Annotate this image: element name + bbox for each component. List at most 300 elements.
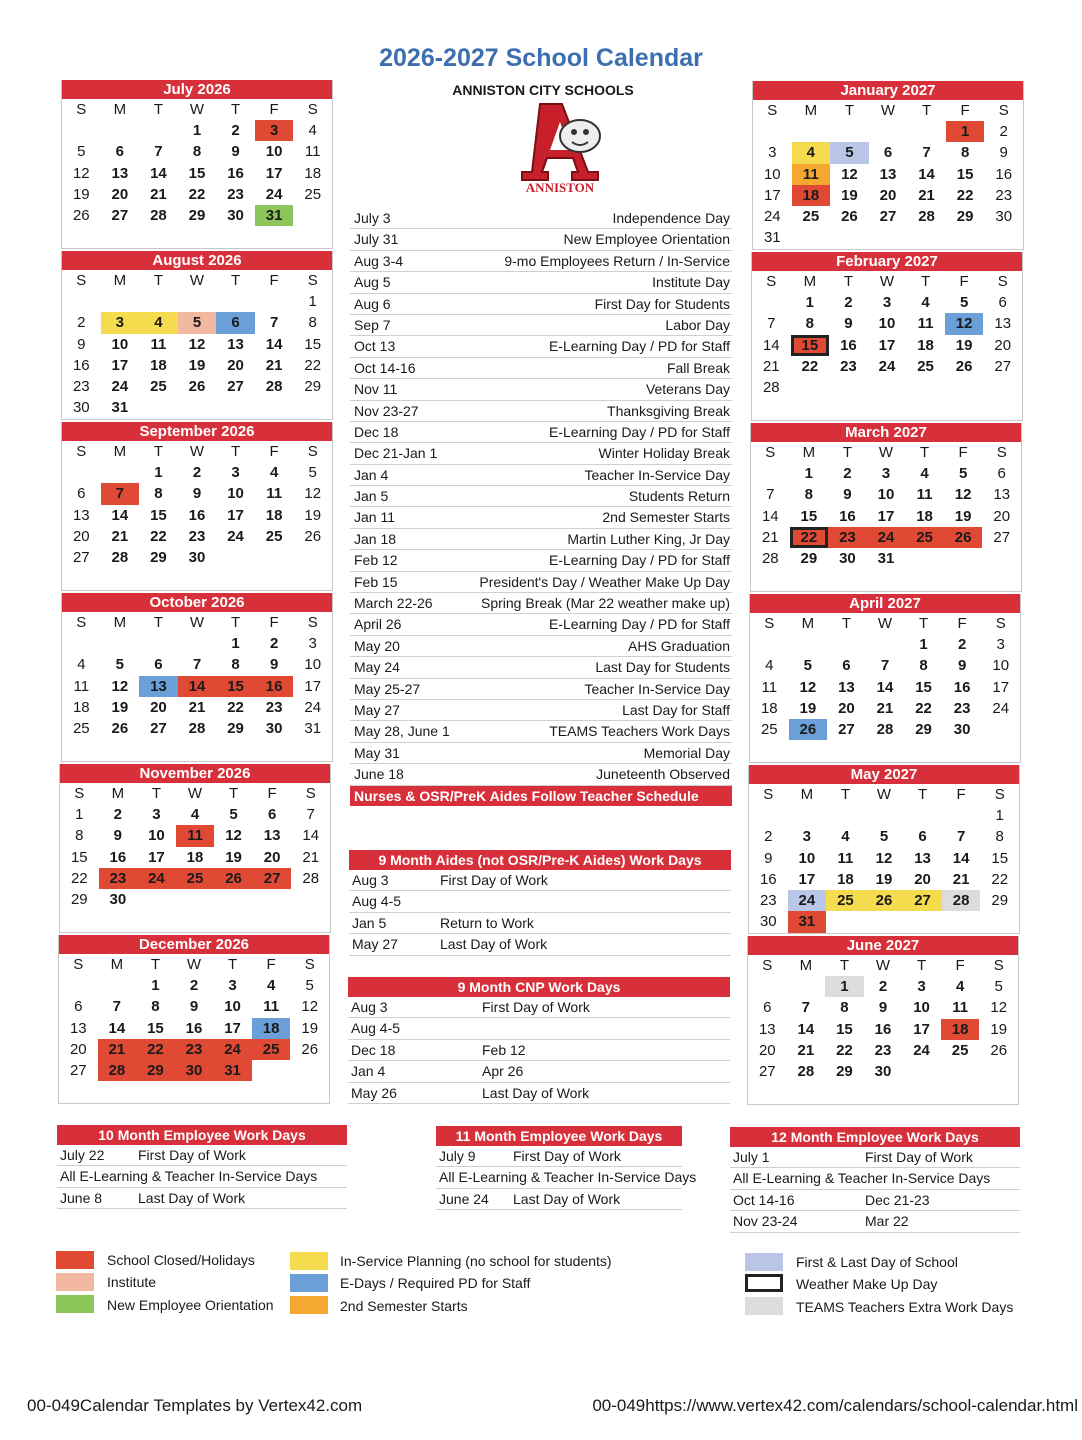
day-cell: 28 [111, 549, 129, 567]
legend-swatch-teams [745, 1297, 783, 1315]
day-cell: 16 [840, 336, 857, 354]
weekday-header: W [880, 102, 896, 119]
day-cell: 14 [178, 676, 217, 697]
day-cell: 10 [304, 656, 322, 674]
day-cell: 12 [111, 677, 129, 695]
weekday-header: F [958, 444, 968, 461]
weekday-header: S [73, 956, 84, 973]
day-cell: 8 [960, 144, 970, 162]
event-label: Martin Luther King, Jr Day [567, 530, 730, 547]
empty-cell [752, 398, 791, 419]
day-cell: 30 [874, 1063, 892, 1081]
empty-cell [139, 226, 178, 247]
work-day-row [436, 1146, 682, 1167]
event-row [350, 679, 732, 700]
day-cell: 27 [227, 378, 244, 396]
day-cell: 29 [915, 721, 932, 739]
work-day-label: Last Day of Work [138, 1189, 246, 1206]
day-cell: 23 [227, 185, 244, 203]
empty-cell [62, 120, 101, 141]
day-cell: 6 [216, 312, 255, 333]
event-label: Institute Day [652, 274, 730, 291]
work-day-row [730, 1147, 1020, 1168]
day-cell: 4 [77, 656, 86, 674]
day-cell: 18 [760, 699, 778, 717]
day-cell: 13 [994, 315, 1012, 333]
day-cell: 17 [304, 677, 322, 695]
day-cell: 10 [227, 485, 244, 503]
day-cell: 19 [841, 186, 858, 204]
legend-swatch-orientation [56, 1295, 94, 1313]
day-cell: 26 [301, 1040, 319, 1058]
day-cell: 19 [188, 356, 206, 374]
day-cell: 19 [111, 698, 129, 716]
empty-cell [750, 634, 789, 655]
day-cell: 3 [802, 828, 812, 846]
work-day-label: Last Day of Work [513, 1190, 621, 1207]
empty-cell [291, 910, 330, 931]
event-row [350, 636, 732, 657]
weekday-header: T [153, 614, 163, 631]
day-cell: 10 [224, 998, 241, 1016]
ten-month-title: 10 Month Employee Work Days [57, 1125, 347, 1145]
work-day-date: Jan 4 [351, 1063, 386, 1080]
empty-cell [788, 805, 827, 826]
day-cell: 21 [761, 528, 779, 546]
empty-cell [946, 227, 985, 248]
day-cell: 16 [759, 870, 777, 888]
event-row [350, 764, 732, 785]
day-cell: 23 [953, 699, 971, 717]
day-cell: 28 [302, 869, 320, 887]
empty-cell [903, 805, 942, 826]
day-cell: 5 [229, 806, 238, 823]
weekday-header: W [879, 273, 895, 290]
month-title: April 2027 [750, 594, 1020, 613]
work-day-date: May 27 [352, 936, 398, 953]
weekday-header: W [877, 615, 893, 632]
day-cell: 6 [997, 465, 1006, 482]
weekday-header: T [839, 957, 849, 974]
day-cell: 8 [151, 998, 160, 1016]
empty-cell [942, 805, 981, 826]
twelve-month-work-days [730, 1127, 1020, 1233]
work-day-row [436, 1189, 682, 1210]
day-cell: 2 [269, 635, 279, 652]
weekday-header: W [189, 101, 205, 118]
day-cell: 23 [72, 378, 90, 396]
day-cell: 7 [956, 828, 966, 846]
event-row [350, 379, 732, 400]
day-cell: 10 [148, 827, 165, 845]
weekday-header: S [767, 102, 778, 119]
work-day-label: Apr 26 [482, 1063, 524, 1080]
work-day-label: Dec 21-23 [865, 1191, 930, 1208]
event-label: First Day for Students [594, 295, 730, 312]
day-cell: 8 [804, 486, 814, 504]
weekday-header: S [996, 444, 1007, 461]
day-cell: 23 [995, 186, 1013, 204]
weekday-header: T [230, 272, 241, 289]
weekday-header: S [993, 957, 1004, 974]
day-cell: 14 [108, 1019, 126, 1037]
day-cell: 30 [72, 399, 90, 417]
day-cell: 28 [150, 207, 167, 225]
day-cell: 18 [72, 698, 90, 716]
work-day-date: Dec 18 [351, 1041, 396, 1058]
day-cell: 16 [953, 678, 971, 696]
day-cell: 6 [154, 656, 163, 674]
day-cell: 9 [231, 143, 240, 161]
event-date: Jan 4 [354, 466, 389, 483]
weekday-header: M [113, 443, 127, 460]
day-cell: 7 [922, 144, 931, 162]
day-cell: 26 [72, 207, 90, 225]
empty-cell [293, 397, 332, 418]
day-cell: 27 [111, 207, 129, 225]
empty-cell [99, 910, 138, 931]
empty-cell [869, 121, 908, 142]
work-day-row [57, 1188, 347, 1209]
day-cell: 29 [227, 720, 244, 738]
empty-cell [178, 633, 217, 654]
day-cell: 29 [188, 207, 206, 225]
day-cell: 9 [269, 656, 279, 674]
day-cell: 17 [111, 356, 129, 374]
work-day-row [436, 1167, 697, 1188]
legend-swatch-inservice [290, 1252, 328, 1270]
day-cell: 5 [803, 657, 813, 675]
weekday-header: S [76, 614, 87, 631]
day-cell: 1 [308, 293, 317, 310]
day-cell: 11 [761, 678, 778, 696]
event-date: April 26 [354, 616, 402, 633]
day-cell: 17 [224, 1019, 241, 1037]
day-cell: 29 [956, 208, 974, 226]
empty-cell [941, 1061, 980, 1082]
weekday-header: W [875, 957, 891, 974]
day-cell: 3 [255, 120, 294, 141]
day-cell: 15 [991, 849, 1009, 867]
day-cell: 18 [837, 870, 854, 888]
event-row [350, 507, 732, 528]
day-cell: 7 [766, 486, 775, 504]
weekday-header: S [305, 785, 316, 802]
event-date: Dec 18 [354, 423, 399, 440]
work-day-row [730, 1211, 1020, 1232]
day-cell: 25 [150, 378, 167, 396]
day-cell: 18 [252, 1018, 291, 1039]
day-cell: 8 [192, 143, 202, 161]
day-cell: 13 [914, 849, 931, 867]
work-day-date: June 24 [439, 1190, 489, 1207]
day-cell: 24 [992, 699, 1010, 717]
month-title: March 2027 [751, 423, 1021, 442]
day-cell: 10 [111, 335, 129, 353]
work-day-date: Aug 4-5 [351, 1020, 401, 1037]
day-cell: 19 [72, 185, 90, 203]
empty-cell [942, 911, 981, 932]
event-label: President's Day / Weather Make Up Day [479, 573, 730, 590]
day-cell: 19 [990, 1020, 1008, 1038]
day-cell: 12 [841, 165, 858, 183]
day-cell: 12 [954, 486, 972, 504]
day-cell: 4 [841, 828, 850, 846]
day-cell: 21 [265, 356, 283, 374]
weekday-header: M [803, 273, 817, 290]
empty-cell [178, 397, 217, 418]
event-label: 2nd Semester Starts [602, 509, 730, 526]
empty-cell [865, 805, 904, 826]
day-cell: 25 [802, 208, 820, 226]
empty-cell [905, 569, 944, 590]
day-cell: 4 [139, 312, 178, 333]
work-day-date: July 9 [439, 1148, 476, 1164]
day-cell: 26 [865, 890, 904, 911]
day-cell: 13 [111, 164, 129, 182]
day-cell: 22 [836, 1041, 853, 1059]
weekday-header: T [228, 785, 239, 802]
empty-cell [979, 1082, 1018, 1103]
day-cell: 20 [914, 870, 931, 888]
empty-cell [252, 1060, 291, 1081]
day-cell: 2 [192, 464, 202, 481]
empty-cell [980, 911, 1019, 932]
day-cell: 12 [875, 849, 893, 867]
day-cell: 3 [152, 806, 161, 823]
day-cell: 14 [762, 336, 780, 354]
legend-closed: School Closed/Holidays [107, 1252, 255, 1268]
day-cell: 18 [941, 1019, 980, 1040]
day-cell: 13 [758, 1020, 776, 1038]
empty-cell [62, 568, 101, 589]
weekday-header: S [765, 444, 776, 461]
weekday-header: W [878, 444, 894, 461]
day-cell: 1 [825, 976, 864, 997]
empty-cell [139, 633, 178, 654]
weekday-header: T [227, 956, 238, 973]
day-cell: 16 [188, 506, 206, 524]
empty-cell [905, 548, 944, 569]
event-label: New Employee Orientation [563, 231, 730, 248]
empty-cell [101, 739, 140, 760]
event-date: Nov 11 [354, 381, 398, 398]
event-label: Veterans Day [645, 381, 730, 398]
day-cell: 30 [175, 1060, 214, 1081]
aides-work-days [349, 850, 731, 956]
empty-cell [253, 910, 292, 931]
month-title: August 2026 [62, 251, 332, 270]
event-date: Oct 13 [354, 338, 396, 355]
empty-cell [293, 739, 332, 760]
event-date: May 25-27 [354, 680, 421, 697]
event-row [350, 593, 732, 614]
day-cell: 1 [75, 806, 84, 823]
weekday-header: T [230, 443, 241, 460]
empty-cell [751, 463, 790, 484]
day-cell: 14 [150, 164, 167, 182]
day-cell: 3 [881, 465, 891, 482]
day-cell: 4 [920, 465, 929, 482]
weekday-header: F [269, 443, 279, 460]
day-cell: 8 [805, 315, 815, 333]
legend-swatch-closed [56, 1251, 94, 1269]
day-cell: 27 [253, 868, 292, 889]
empty-cell [101, 462, 140, 483]
day-cell: 27 [758, 1063, 776, 1081]
day-cell: 14 [761, 507, 779, 525]
day-cell: 14 [797, 1020, 815, 1038]
month-title: July 2026 [62, 80, 332, 99]
day-cell: 6 [74, 998, 83, 1016]
event-row [350, 614, 732, 635]
day-cell: 29 [836, 1063, 853, 1081]
month-title: November 2026 [60, 764, 330, 783]
day-cell: 4 [921, 294, 930, 311]
day-cell: 27 [150, 720, 167, 738]
weekday-header: F [955, 957, 965, 974]
day-cell: 20 [838, 699, 855, 717]
day-cell: 24 [227, 527, 244, 545]
day-cell: 12 [301, 998, 319, 1016]
day-cell: 21 [302, 848, 320, 866]
twelve-month-title: 12 Month Employee Work Days [730, 1127, 1020, 1147]
event-row [350, 486, 732, 507]
month-april-2027 [749, 594, 1021, 763]
day-cell: 20 [263, 848, 281, 866]
day-cell: 28 [761, 550, 779, 568]
empty-cell [178, 291, 217, 312]
empty-cell [255, 547, 294, 568]
day-cell: 9 [999, 144, 1008, 162]
empty-cell [907, 121, 946, 142]
empty-cell [906, 398, 945, 419]
day-cell: 22 [188, 185, 206, 203]
day-cell: 13 [263, 827, 281, 845]
day-cell: 23 [828, 527, 867, 548]
empty-cell [944, 548, 983, 569]
day-cell: 17 [227, 506, 244, 524]
empty-cell [291, 889, 330, 910]
day-cell: 6 [267, 806, 277, 823]
day-cell: 11 [917, 315, 934, 333]
day-cell: 28 [918, 208, 935, 226]
day-cell: 27 [993, 528, 1011, 546]
day-cell: 16 [227, 164, 244, 182]
day-cell: 3 [917, 978, 926, 995]
empty-cell [137, 889, 176, 910]
day-cell: 17 [877, 507, 895, 525]
event-label: AHS Graduation [628, 637, 730, 654]
day-cell: 19 [225, 848, 242, 866]
event-date: Nov 23-27 [354, 402, 419, 419]
work-day-row [57, 1145, 347, 1166]
weekday-header: S [76, 443, 87, 460]
day-cell: 20 [758, 1041, 776, 1059]
weekday-header: T [917, 786, 928, 803]
empty-cell [290, 1081, 329, 1102]
day-cell: 4 [792, 142, 831, 163]
day-cell: 10 [878, 315, 896, 333]
work-day-row [349, 913, 731, 934]
day-cell: 9 [189, 998, 199, 1016]
day-cell: 7 [767, 315, 776, 333]
weekday-header: W [186, 956, 202, 973]
day-cell: 11 [916, 486, 933, 504]
day-cell: 29 [136, 1060, 175, 1081]
empty-cell [62, 739, 101, 760]
day-cell: 23 [188, 527, 206, 545]
day-cell: 13 [72, 506, 90, 524]
empty-cell [216, 397, 255, 418]
day-cell: 28 [98, 1060, 137, 1081]
month-september-2026 [61, 422, 333, 591]
day-cell: 23 [175, 1039, 214, 1060]
day-cell: 2 [113, 806, 123, 823]
empty-cell [825, 1082, 864, 1103]
empty-cell [827, 740, 866, 761]
weekday-header: F [269, 614, 279, 631]
weekday-header: M [799, 957, 813, 974]
event-label: 9-mo Employees Return / In-Service [504, 252, 730, 269]
day-cell: 25 [304, 185, 322, 203]
day-cell: 9 [878, 999, 888, 1017]
event-row [350, 721, 732, 742]
event-row [350, 465, 732, 486]
day-cell: 20 [111, 185, 129, 203]
eleven-month-work-days [436, 1126, 697, 1210]
empty-cell [981, 740, 1020, 761]
weekday-header: M [802, 444, 816, 461]
work-day-date: Aug 3 [351, 999, 388, 1015]
weekday-header: W [876, 786, 892, 803]
day-cell: 26 [990, 1041, 1008, 1059]
day-cell: 25 [760, 721, 778, 739]
weekday-header: S [307, 443, 318, 460]
empty-cell [255, 291, 294, 312]
empty-cell [868, 398, 907, 419]
day-cell: 5 [308, 464, 317, 481]
empty-cell [982, 548, 1021, 569]
day-cell: 1 [805, 294, 815, 311]
weekday-header: S [998, 102, 1009, 119]
day-cell: 1 [946, 121, 985, 142]
month-title: May 2027 [749, 765, 1019, 784]
day-cell: 12 [990, 999, 1008, 1017]
day-cell: 2 [231, 122, 240, 139]
day-cell: 16 [255, 676, 294, 697]
day-cell: 19 [875, 870, 893, 888]
day-cell: 7 [880, 657, 890, 675]
work-day-date: June 8 [60, 1189, 103, 1206]
day-cell: 3 [882, 294, 892, 311]
empty-cell [866, 740, 905, 761]
month-title: September 2026 [62, 422, 332, 441]
weekday-header: M [111, 785, 125, 802]
day-cell: 14 [952, 849, 970, 867]
month-march-2027 [750, 423, 1022, 592]
event-date: Aug 3-4 [354, 252, 404, 269]
event-row [350, 336, 732, 357]
day-cell: 19 [301, 1019, 319, 1037]
empty-cell [945, 377, 984, 398]
empty-cell [865, 911, 904, 932]
weekday-header: T [230, 101, 241, 118]
empty-cell [787, 976, 826, 997]
empty-cell [62, 226, 101, 247]
day-cell: 25 [917, 357, 934, 375]
work-day-date: Oct 14-16 [733, 1191, 795, 1208]
